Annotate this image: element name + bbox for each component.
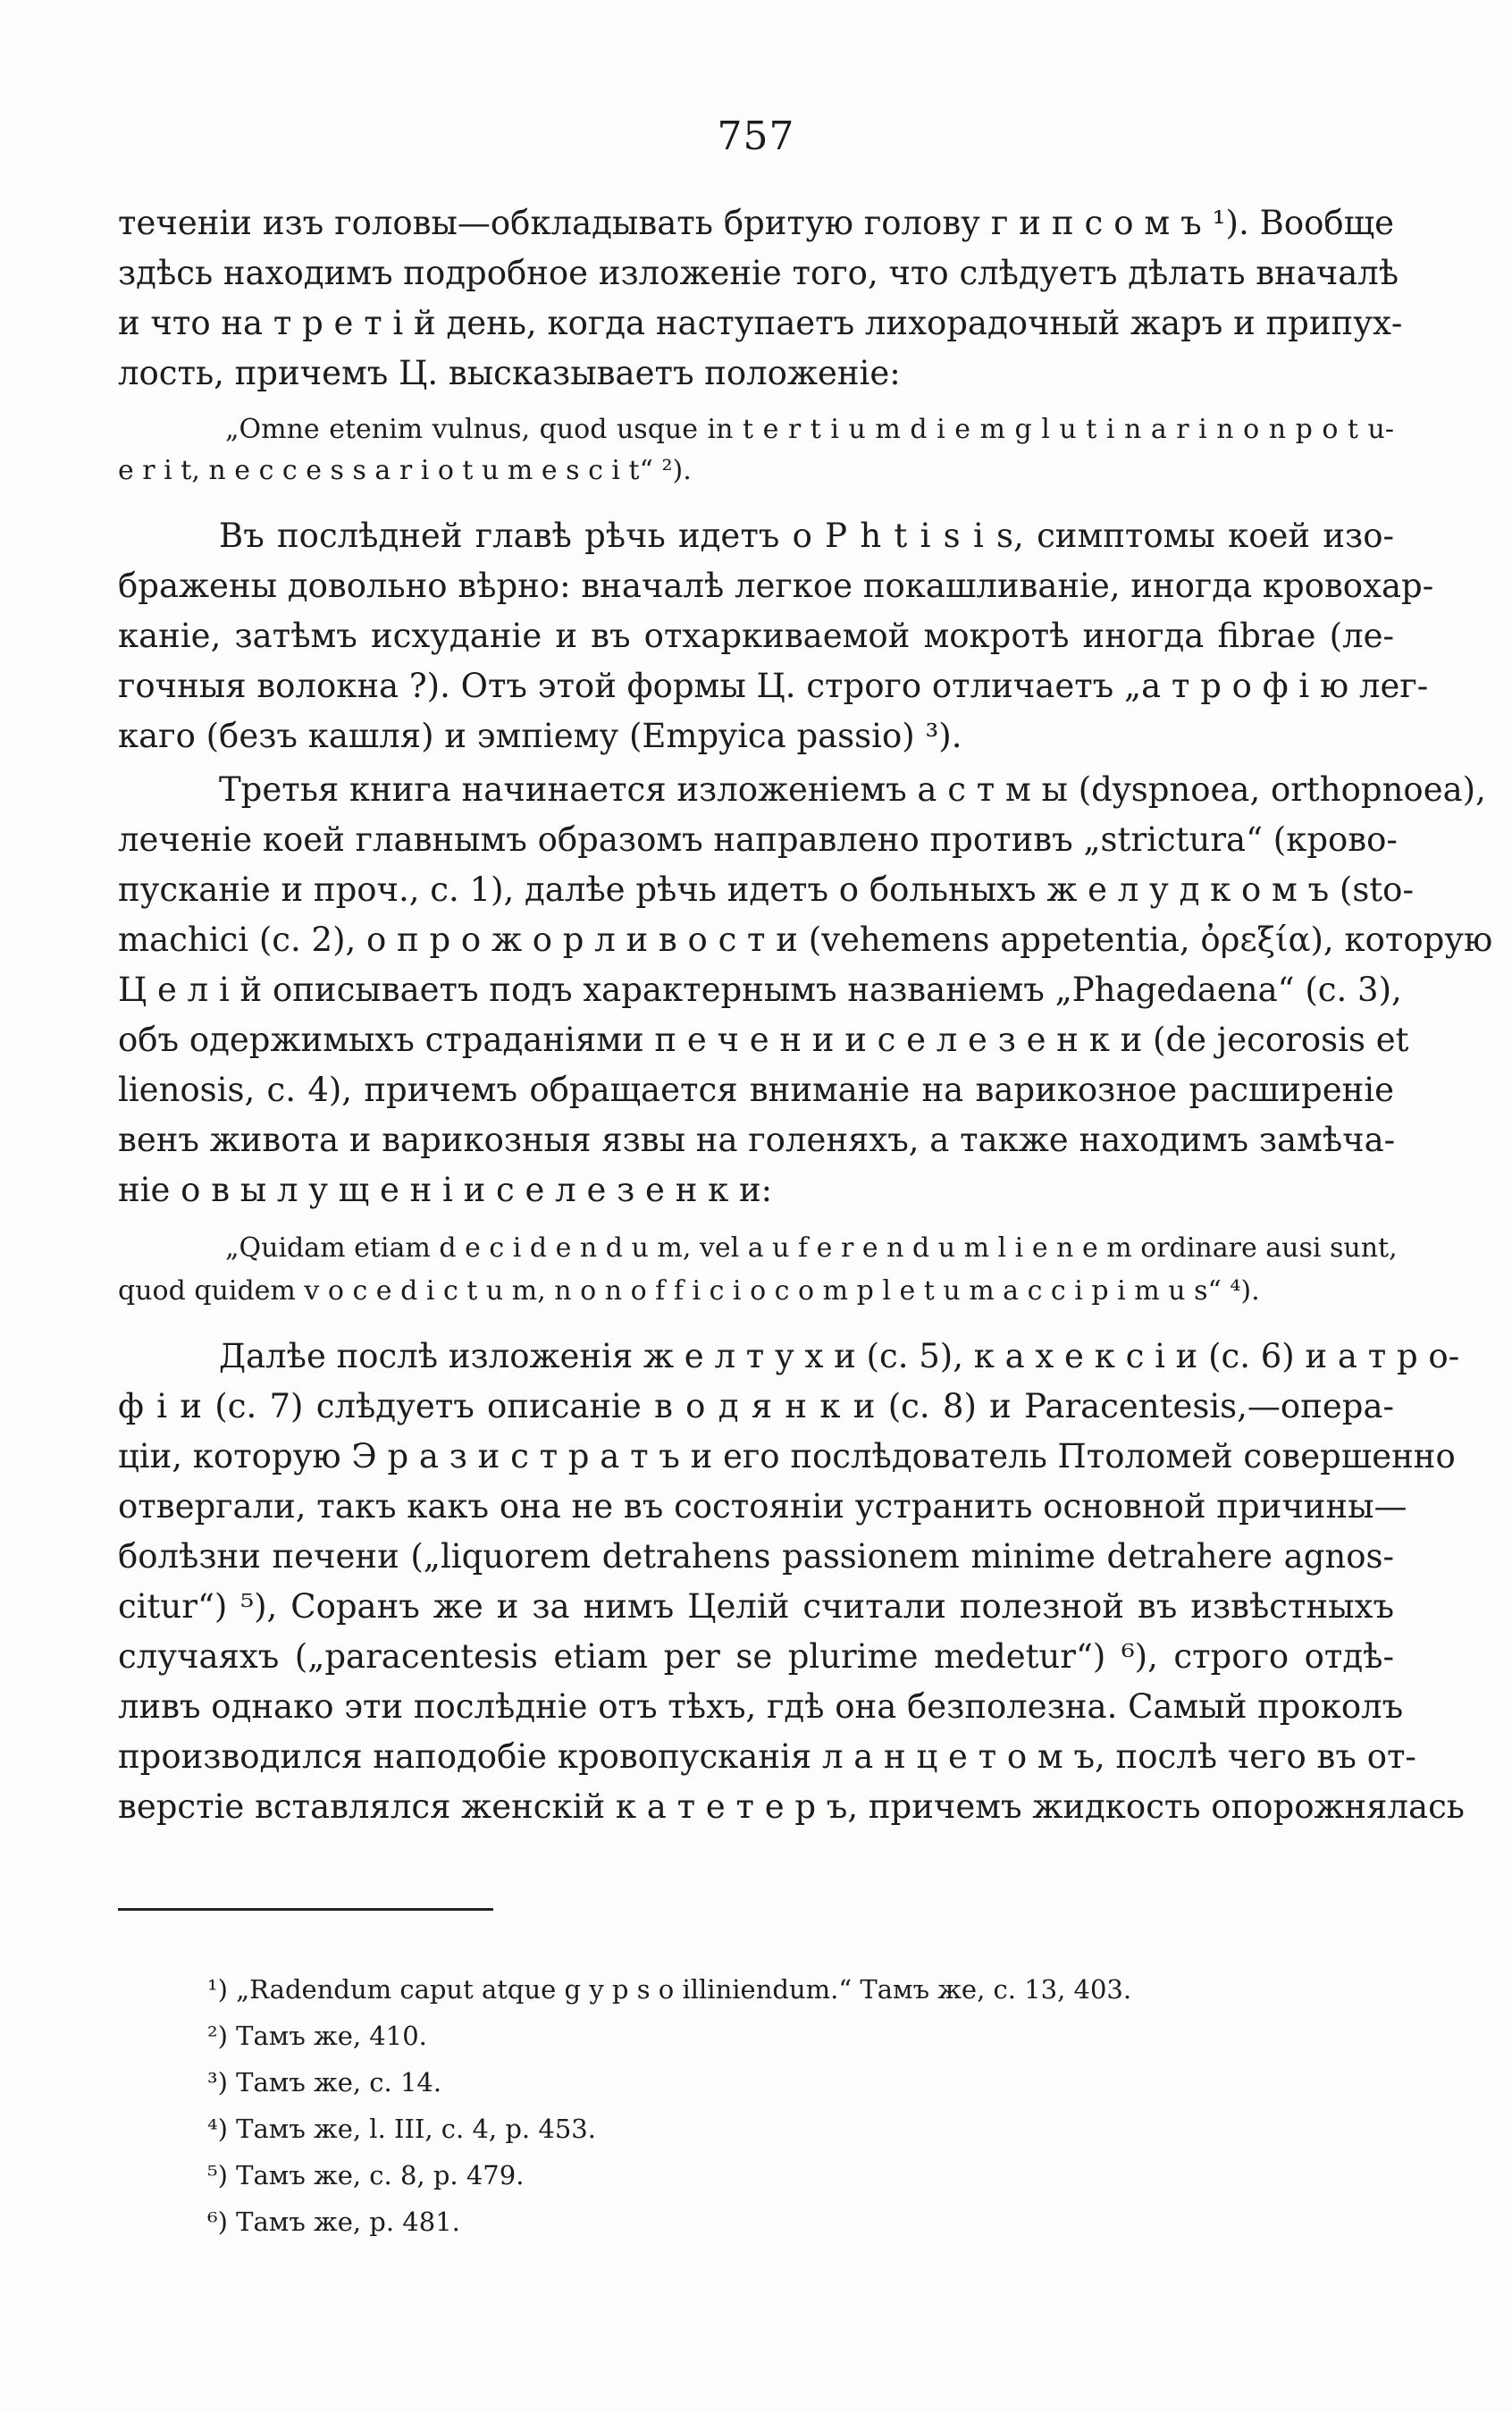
text-line: lienosis, с. 4), причемъ обращается вниманіе на варикозное расширеніе [118,1071,1394,1109]
text-line: гочныя волокна ?). Отъ этой формы Ц. строго отличаетъ „а т р о ф і ю лег- [118,667,1429,705]
text-line: Третья книга начинается изложеніемъ а с т м ы (dyspnoea, orthopnoea), [219,770,1486,809]
text-line: объ одержимыхъ страданіями п е ч е н и и с е л е з е н к и (de jecorosis et [118,1021,1409,1059]
text-line: теченіи изъ головы—обкладывать бритую голову г и п с о м ъ ¹). Вообще [118,204,1394,242]
text-line: и что на т р е т і й день, когда наступаетъ лихорадочный жаръ и припух- [118,304,1403,342]
footnote: ¹) „Radendum caput atque g y p s o illiniendum.“ Тамъ же, с. 13, 403. [207,1974,1132,2005]
text-line: леченіе коей главнымъ образомъ направлено противъ „strictura“ (крово- [118,820,1398,859]
latin-quote-line: „Omne etenim vulnus, quod usque in t e r t i u m d i e m g l u t i n a r i n o n p o t u- [225,414,1394,445]
text-line: производился наподобіе кровопусканія л а н ц е т о м ъ, послѣ чего въ от- [118,1737,1416,1776]
text-line: венъ живота и варикозныя язвы на голеняхъ, а также находимъ замѣча- [118,1121,1396,1159]
text-line: здѣсь находимъ подробное изложеніе того, что слѣдуетъ дѣлать вначалѣ [118,254,1399,292]
footnote-divider [118,1908,493,1911]
text-line: пусканіе и проч., с. 1), далѣе рѣчь идетъ о больныхъ ж е л у д к о м ъ (sto- [118,870,1414,909]
footnote: ²) Тамъ же, 410. [207,2021,427,2051]
footnote: ⁶) Тамъ же, р. 481. [207,2207,460,2237]
text-line: отвергали, такъ какъ она не въ состояніи устранить основной причины— [118,1487,1407,1526]
text-line: бражены довольно вѣрно: вначалѣ легкое покашливаніе, иногда кровохар- [118,567,1434,605]
latin-quote-line: quod quidem v o c e d i c t u m, n o n o f f i c i o c o m p l e t u m a c c i p i m u s“ ⁴). [118,1275,1260,1307]
text-line: каго (безъ кашля) и эмпіему (Empyica passio) ³). [118,717,962,755]
latin-quote-line: „Quidam etiam d e c i d e n d u m, vel a u f e r e n d u m l i e n e m ordinare ausi sunt, [225,1232,1398,1264]
footnote: ⁵) Тамъ же, с. 8, р. 479. [207,2160,525,2190]
footnote: ³) Тамъ же, с. 14. [207,2067,442,2098]
text-line: citur“) ⁵), Соранъ же и за нимъ Целій считали полезной въ извѣстныхъ [118,1587,1394,1626]
footnote: ⁴) Тамъ же, l. III, с. 4, р. 453. [207,2114,596,2144]
text-line: случаяхъ („paracentesis etiam per se plurime medetur“) ⁶), строго отдѣ- [118,1637,1394,1676]
text-line: ф і и (с. 7) слѣдуетъ описаніе в о д я н к и (с. 8) и Paracentesis,—опера- [118,1387,1394,1425]
text-line: machici (с. 2), о п р о ж о р л и в о с т и (vehemens appetentia, ὀρεξία), которую [118,921,1493,959]
text-line: Ц е л і й описываетъ подъ характернымъ названіемъ „Phagedaena“ (с. 3), [118,971,1402,1009]
text-line: ціи, которую Э р а з и с т р а т ъ и его послѣдователь Птоломей совершенно [118,1437,1456,1476]
text-line: каніе, затѣмъ исхуданіе и въ отхаркиваемой мокротѣ иногда fibrae (ле- [118,617,1394,655]
page-number: 757 [717,114,795,159]
text-line: верстіе вставлялся женскій к а т е т е р ъ, причемъ жидкость опорожнялась [118,1787,1465,1826]
text-line: Далѣе послѣ изложенія ж е л т у х и (с. 5), к а х е к с і и (с. 6) и а т р о- [219,1337,1460,1375]
text-line: ніе о в ы л у щ е н і и с е л е з е н к и: [118,1171,773,1209]
text-line: ливъ однако эти послѣдніе отъ тѣхъ, гдѣ она безполезна. Самый проколъ [118,1687,1404,1726]
text-line: лость, причемъ Ц. высказываетъ положеніе: [118,354,901,392]
text-line: болѣзни печени („liquorem detrahens passionem minime detrahere agnos- [118,1537,1394,1576]
latin-quote-line: e r i t, n e c c e s s a r i o t u m e s c i t“ ²). [118,455,692,486]
text-line: Въ послѣдней главѣ рѣчь идетъ о P h t i s i s, симптомы коей изо- [219,517,1394,555]
